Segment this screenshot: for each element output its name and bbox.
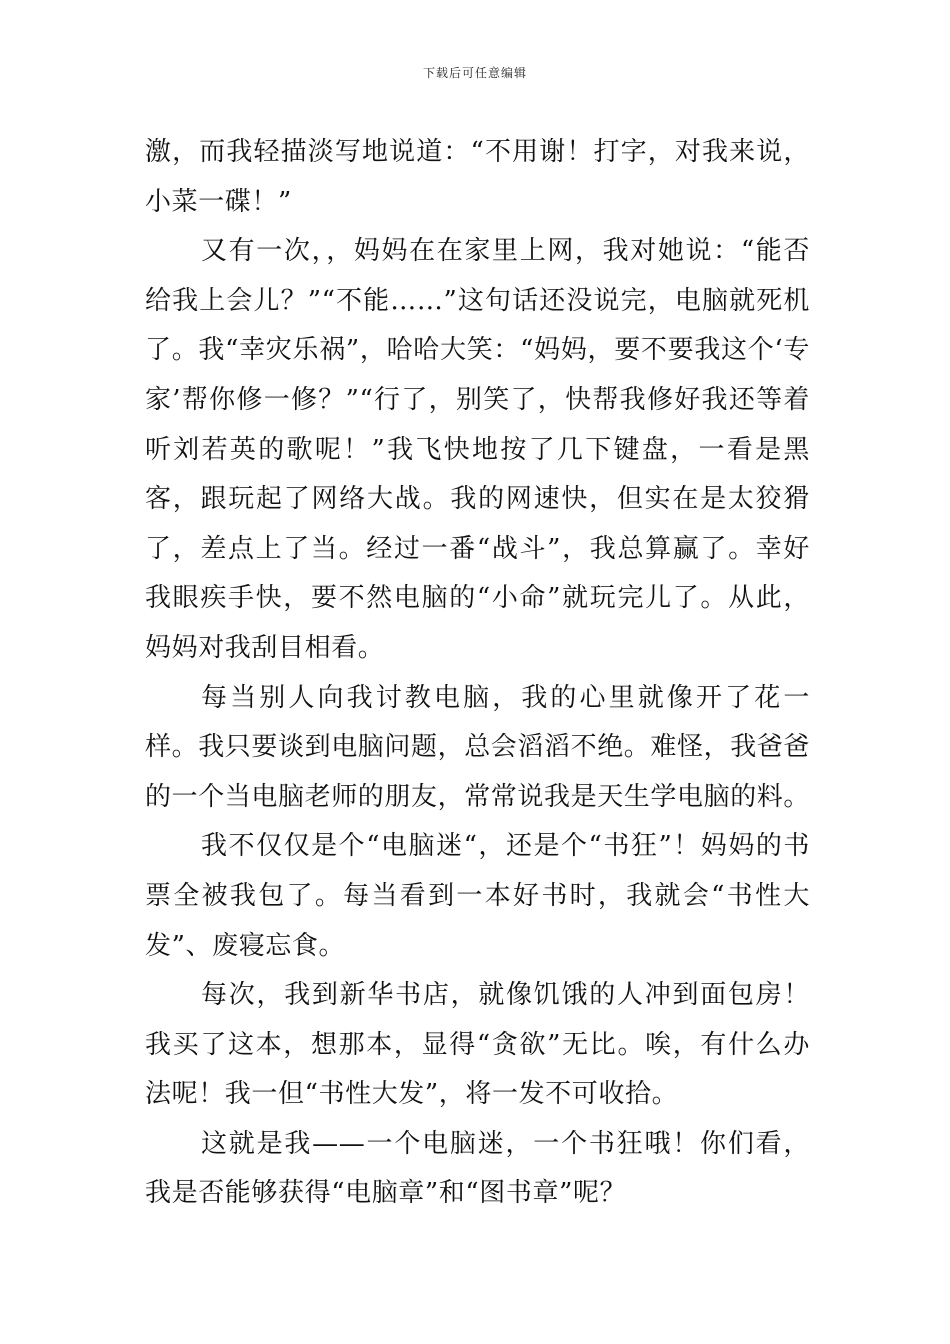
paragraph-4: 我不仅仅是个“电脑迷“，还是个“书狂”！妈妈的书票全被我包了。每当看到一本好书时，我就会“书性大发”、废寝忘食。 bbox=[145, 831, 810, 961]
paragraph-1: 激，而我轻描淡写地说道：“不用谢！打字，对我来说，小菜一碟！” bbox=[145, 137, 810, 217]
page-header: 下载后可任意编辑 bbox=[422, 66, 527, 80]
document-body bbox=[145, 128, 810, 1219]
paragraph-3: 每当别人向我讨教电脑，我的心里就像开了花一样。我只要谈到电脑问题，总会滔滔不绝。难怪，我爸爸的一个当电脑老师的朋友，常常说我是天生学电脑的料。 bbox=[145, 682, 811, 812]
paragraph-2: 又有一次，，妈妈在在家里上网，我对她说：“能否给我上会儿？”“不能……”这句话还没说完，电脑就死机了。我“幸灾乐祸”，哈哈大笑：“妈妈，要不要我这个‘专家’帮你修一修？”“行了，别笑了，快帮我修好我还等着听刘若英的歌呢！”我飞快地按了几下键盘，一看是黑客，跟玩起了网络大战。我的网速快，但实在是太狡猾了，差点上了当。经过一番“战斗”，我总算赢了。幸好我眼疾手快，要不然电脑的“小命”就玩完儿了。从此，妈妈对我刮目相看。 bbox=[145, 236, 810, 663]
paragraph-6: 这就是我——一个电脑迷，一个书狂哦！你们看，我是否能够获得“电脑章”和“图书章”呢？ bbox=[145, 1128, 810, 1209]
paragraph-5: 每次，我到新华书店，就像饥饿的人冲到面包房！我买了这本，想那本，显得“贪欲”无比。唉，有什么办法呢！我一但“书性大发”，将一发不可收拾。 bbox=[145, 980, 810, 1110]
